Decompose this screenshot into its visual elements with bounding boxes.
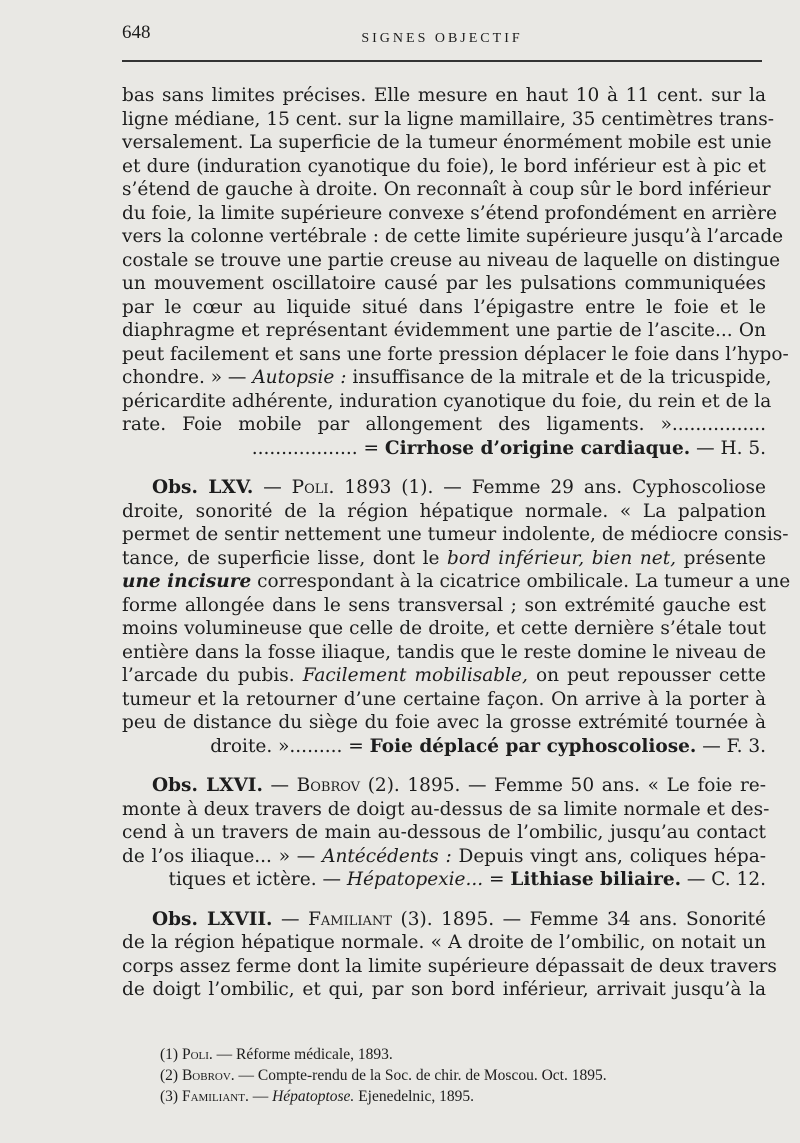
footnotes: [160, 1044, 770, 1107]
author-name: Poli: [181, 1046, 209, 1063]
italic-run: Autopsie :: [252, 367, 347, 388]
text-line: costale se trouve une partie creuse au niveau de laquelle on distingue: [122, 249, 781, 271]
text-line: monte à deux travers de doigt au-dessus de sa limite normale et des-: [122, 798, 770, 820]
footnote-text: . — Réforme médicale, 1893.: [208, 1046, 393, 1063]
text-line: entière dans la fosse iliaque, tandis que le reste domine le niveau de: [122, 641, 767, 663]
obs-number: Obs. LXVII.: [152, 908, 273, 930]
text-run: —: [253, 477, 292, 498]
text-line: s’étend de gauche à droite. On reconnaît à coup sûr le bord inférieur: [122, 179, 771, 200]
text-run: chondre. » —: [122, 367, 253, 388]
footnote-2: [160, 1065, 770, 1086]
text-run: tance, de superficie lisse, dont le: [122, 547, 448, 569]
text-line: ligne médiane, 15 cent. sur la ligne mamillaire, 35 centimètres trans-: [122, 108, 774, 130]
text-line: un mouvement oscillatoire causé par les pulsations communiquées: [122, 273, 766, 294]
case-ref: — F. 3.: [696, 735, 766, 757]
footnote-number: (2): [160, 1067, 182, 1084]
text-line: de doigt l’ombilic, et qui, par son bord inférieur, arrivait jusqu’à la: [122, 979, 766, 1000]
page-header: [122, 22, 762, 62]
author-name: Familiant: [308, 908, 392, 930]
text-run: droite. »......... =: [210, 735, 370, 757]
author-name: Bobrov: [181, 1067, 231, 1084]
footnote-number: (1): [160, 1046, 182, 1063]
body-text: [122, 84, 791, 1002]
footnote-3: [160, 1086, 770, 1107]
text-line: diaphragme et représentant évidemment une partie de l’ascite... On: [122, 320, 766, 341]
text-line: corps assez ferme dont la limite supérieure dépassait de deux travers: [122, 955, 777, 977]
text-line: [122, 664, 766, 688]
text-line: tumeur et la retourner d’une certaine façon. On arrive à la porter à: [122, 688, 766, 710]
italic-run: Antécédents :: [322, 845, 452, 867]
text-run: (2). 1895. — Femme 50 ans. « Le foie re-: [360, 775, 766, 796]
case-ref: — H. 5.: [690, 437, 766, 459]
text-line: [122, 366, 772, 390]
text-run: on peut repousser cette: [527, 665, 767, 686]
page-number: 648: [122, 22, 151, 43]
text-line: peut facilement et sans une forte pression déplacer le foie dans l’hypo-: [122, 343, 789, 365]
text-run: correspondant à la cicatrice ombilicale. La tumeur a une: [251, 571, 791, 592]
text-run: —: [272, 908, 309, 930]
footnote-1: [160, 1044, 770, 1065]
text-line: vers la colonne vertébrale : de cette limite supérieure jusqu’à l’arcade: [122, 226, 784, 247]
text-line: cend à un travers de main au-dessous de l’ombilic, jusqu’au contact: [122, 822, 766, 843]
italic-run: Facilement mobilisable,: [302, 665, 528, 686]
text-line: par le cœur au liquide situé dans l’épigastre entre le foie et le: [122, 296, 766, 318]
diagnosis: Cirrhose d’origine cardiaque.: [384, 437, 691, 459]
conclusion-line: [122, 735, 766, 759]
text-run: tiques et ictère. —: [168, 869, 347, 890]
text-line: droite, sonorité de la région hépatique normale. « La palpation: [122, 500, 766, 522]
text-line: [122, 547, 766, 571]
obs-number: Obs. LXV.: [152, 477, 254, 498]
text-line: forme allongée dans le sens transversal ; son extrémité gauche est: [122, 594, 766, 616]
italic-run: une incisure: [122, 571, 252, 592]
italic-run: Hépatopexie...: [346, 869, 484, 890]
text-run: . 1893 (1). — Femme 29 ans. Cyphoscoliose: [328, 477, 766, 498]
text-line: [122, 570, 791, 594]
footnote-title: Hépatoptose.: [272, 1088, 355, 1105]
text-line: versalement. La superficie de la tumeur énormément mobile est unie: [122, 132, 772, 153]
italic-run: bord inférieur, bien net,: [447, 547, 677, 569]
obs-heading-line: [122, 476, 766, 500]
text-line: permet de sentir nettement une tumeur indolente, de médiocre consis-: [122, 524, 789, 545]
text-line: rate. Foie mobile par allongement des ligaments. »................: [122, 414, 766, 435]
text-line: du foie, la limite supérieure convexe s’étend profondément en arrière: [122, 202, 777, 224]
footnote-text: Ejenedelnic, 1895.: [354, 1088, 474, 1105]
text-line: de la région hépatique normale. « A droite de l’ombilic, on notait un: [122, 932, 766, 953]
text-line: et dure (induration cyanotique du foie), le bord inférieur est à pic et: [122, 155, 766, 177]
text-run: insuffisance de la mitrale et de la tricuspide,: [346, 367, 772, 388]
text-run: =: [483, 869, 511, 890]
diagnosis: Lithiase biliaire.: [510, 869, 682, 890]
text-run: Depuis vingt ans, coliques hépa-: [451, 845, 766, 867]
case-ref: — C. 12.: [681, 869, 766, 890]
text-line: [122, 845, 766, 869]
obs-heading-line: [122, 908, 766, 932]
footnote-text: . — Compte-rendu de la Soc. de chir. de Moscou. Oct. 1895.: [230, 1067, 607, 1084]
text-run: présente: [676, 547, 766, 569]
text-run: l’arcade du pubis.: [122, 665, 303, 686]
obs-heading-line: [122, 774, 766, 798]
text-run: .................. =: [251, 437, 385, 459]
running-title: SIGNES OBJECTIF: [361, 31, 523, 46]
text-line: moins volumineuse que celle de droite, et cette dernière s’étale tout: [122, 618, 766, 639]
conclusion-line: [122, 868, 766, 892]
text-run: —: [262, 775, 297, 796]
author-name: Poli: [291, 477, 329, 498]
diagnosis: Foie déplacé par cyphoscoliose.: [369, 735, 697, 757]
text-run: (3). 1895. — Femme 34 ans. Sonorité: [391, 908, 766, 930]
author-name: Familiant: [181, 1088, 245, 1105]
text-line: bas sans limites précises. Elle mesure en haut 10 à 11 cent. sur la: [122, 85, 766, 106]
author-name: Bobrov: [296, 775, 361, 796]
footnote-number: (3): [160, 1088, 182, 1105]
text-line: péricardite adhérente, induration cyanotique du foie, du rein et de la: [122, 390, 772, 412]
conclusion-line: [122, 437, 766, 461]
footnote-text: . —: [244, 1088, 273, 1105]
obs-number: Obs. LXVI.: [152, 775, 263, 796]
text-run: de l’os iliaque... » —: [122, 845, 323, 867]
text-line: peu de distance du siège du foie avec la grosse extrémité tournée à: [122, 712, 766, 733]
